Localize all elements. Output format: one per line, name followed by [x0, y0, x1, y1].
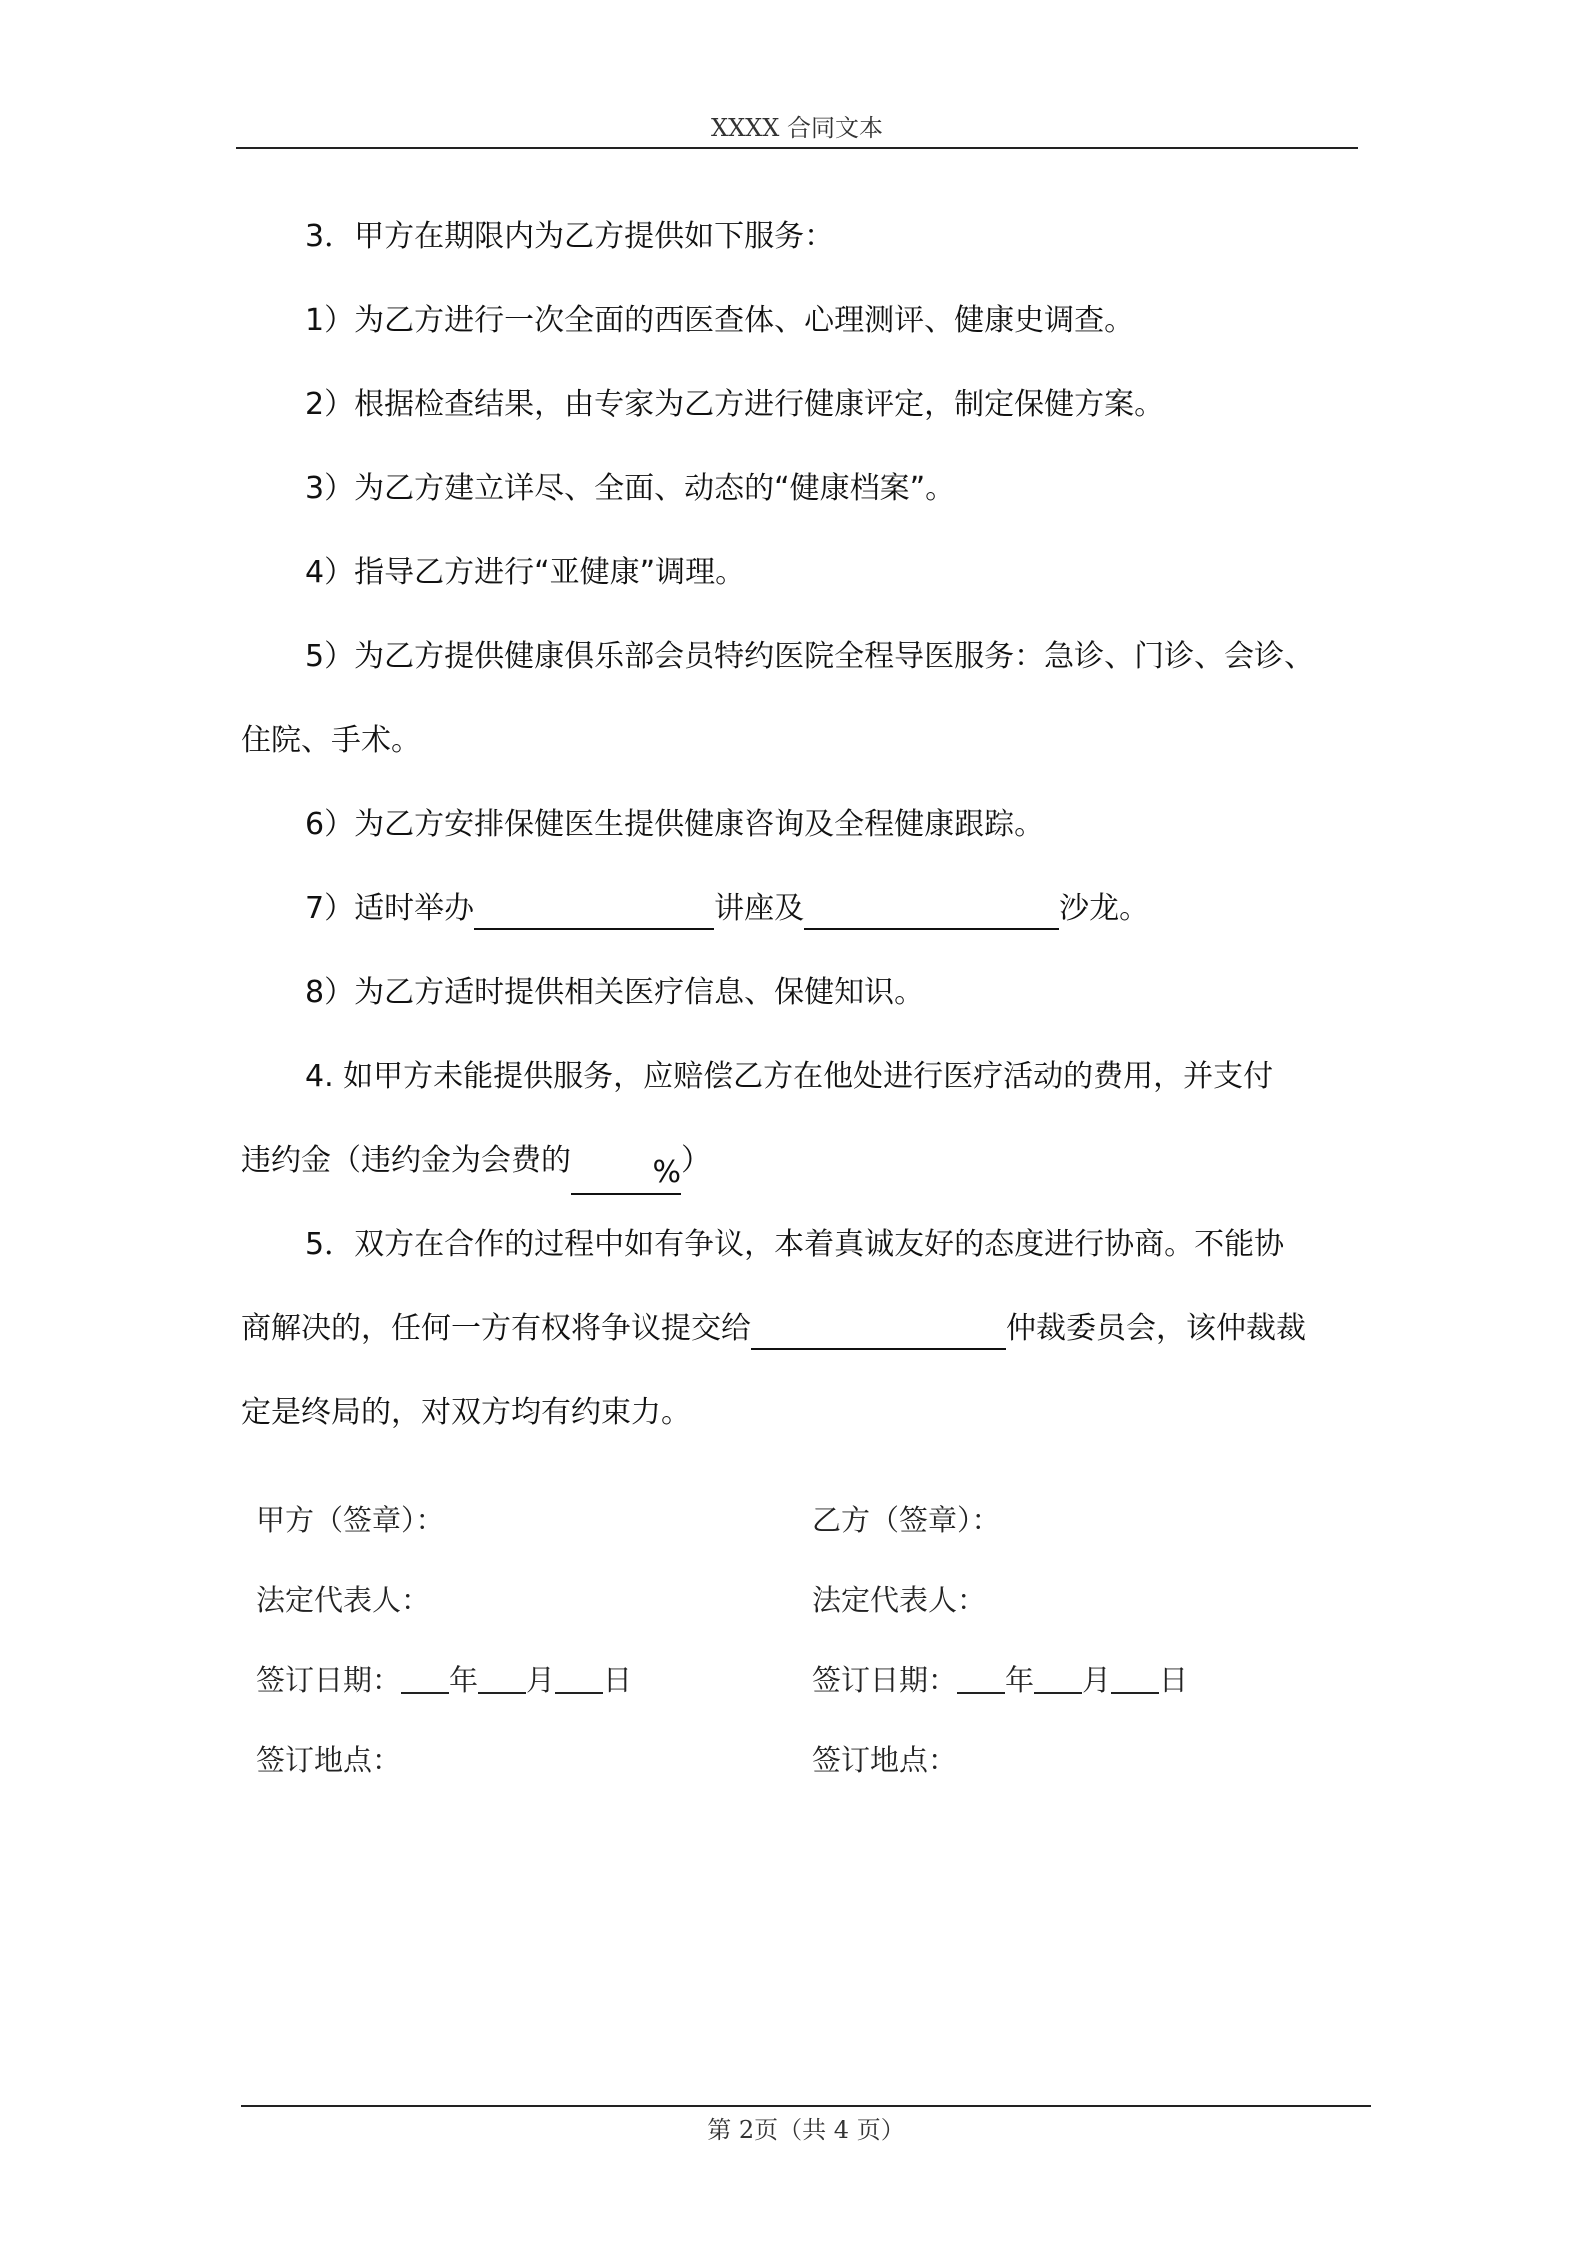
party-a-date-label: 签订日期： — [256, 1663, 402, 1697]
party-b-day-label: 日 — [1159, 1663, 1189, 1697]
clause-4-line-2 — [241, 1119, 1363, 1203]
service-item-7-text-c: 沙龙。 — [1059, 891, 1150, 926]
footer-divider — [241, 2105, 1371, 2107]
percent-sign: % — [652, 1155, 681, 1190]
clause-5-line-1: 5．双方在合作的过程中如有争议，本着真诚友好的态度进行协商。不能协 — [305, 1227, 1285, 1262]
party-a-date — [256, 1640, 776, 1720]
party-b-year-label: 年 — [1005, 1663, 1035, 1697]
party-b-month-label: 月 — [1082, 1663, 1112, 1697]
clause-3-heading: 3．甲方在期限内为乙方提供如下服务： — [305, 219, 835, 254]
page-number: 第 2页（共 4 页） — [707, 2116, 905, 2144]
service-item-7-text-a: 7）适时举办 — [305, 891, 475, 926]
penalty-percent-blank[interactable] — [571, 1153, 681, 1195]
party-b-month-blank[interactable] — [1034, 1662, 1082, 1694]
clause-5-line-3: 定是终局的，对双方均有约束力。 — [241, 1395, 691, 1430]
clause-4-line-1: 4. 如甲方未能提供服务，应赔偿乙方在他处进行医疗活动的费用，并支付 — [305, 1059, 1274, 1094]
party-a-place-label: 签订地点： — [256, 1743, 402, 1777]
service-item-7 — [241, 867, 1363, 951]
party-a-year-label: 年 — [449, 1663, 479, 1697]
service-item-8: 8）为乙方适时提供相关医疗信息、保健知识。 — [305, 975, 925, 1010]
arbitration-committee-blank[interactable] — [751, 1308, 1006, 1350]
service-item-3: 3）为乙方建立详尽、全面、动态的“健康档案”。 — [305, 471, 956, 506]
clause-5-text-a: 商解决的，任何一方有权将争议提交给 — [241, 1311, 751, 1346]
party-a-seal-label: 甲方（签章）： — [256, 1503, 445, 1537]
service-item-5-line-1: 5）为乙方提供健康俱乐部会员特约医院全程导医服务：急诊、门诊、会诊、 — [305, 639, 1315, 674]
clause-4-text-b: ） — [681, 1143, 711, 1178]
salon-topic-blank[interactable] — [804, 888, 1059, 930]
service-item-2: 2）根据检查结果，由专家为乙方进行健康评定，制定保健方案。 — [305, 387, 1165, 422]
service-item-4: 4）指导乙方进行“亚健康”调理。 — [305, 555, 746, 590]
party-a-day-label: 日 — [603, 1663, 633, 1697]
party-a-month-blank[interactable] — [478, 1662, 526, 1694]
party-a-signature — [256, 1480, 776, 1800]
lecture-topic-blank[interactable] — [474, 888, 714, 930]
party-b-signature — [812, 1480, 1332, 1800]
party-b-day-blank[interactable] — [1111, 1662, 1159, 1694]
header-divider — [236, 147, 1358, 149]
clause-5-line-2 — [241, 1287, 1363, 1371]
clause-5-text-b: 仲裁委员会，该仲裁裁 — [1006, 1311, 1306, 1346]
party-a-representative-label: 法定代表人： — [256, 1583, 431, 1617]
party-b-date — [812, 1640, 1332, 1720]
page-header: XXXX 合同文本 — [711, 114, 883, 142]
service-item-1: 1）为乙方进行一次全面的西医查体、心理测评、健康史调查。 — [305, 303, 1135, 338]
party-a-day-blank[interactable] — [555, 1662, 603, 1694]
service-item-7-text-b: 讲座及 — [714, 891, 805, 926]
contract-body — [241, 195, 1363, 1455]
party-b-place-label: 签订地点： — [812, 1743, 958, 1777]
service-item-6: 6）为乙方安排保健医生提供健康咨询及全程健康跟踪。 — [305, 807, 1045, 842]
party-a-year-blank[interactable] — [401, 1662, 449, 1694]
party-b-date-label: 签订日期： — [812, 1663, 958, 1697]
party-b-year-blank[interactable] — [957, 1662, 1005, 1694]
service-item-5-line-2: 住院、手术。 — [241, 723, 421, 758]
party-b-representative-label: 法定代表人： — [812, 1583, 987, 1617]
party-a-month-label: 月 — [526, 1663, 556, 1697]
clause-4-text-a: 违约金（违约金为会费的 — [241, 1143, 571, 1178]
party-b-seal-label: 乙方（签章）： — [812, 1503, 1001, 1537]
